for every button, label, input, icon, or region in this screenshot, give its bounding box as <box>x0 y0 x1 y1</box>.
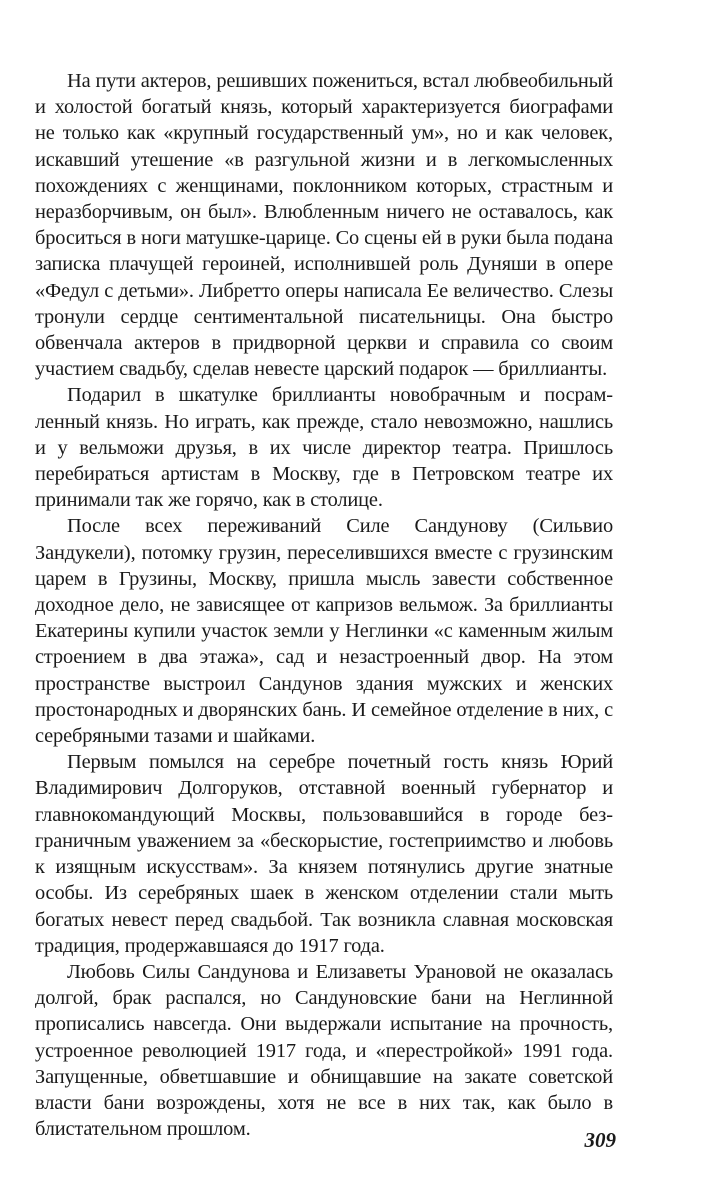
body-text <box>35 68 613 1142</box>
paragraph-5: Любовь Силы Сандунова и Елизаветы Урановой не оказалась долгой, брак распался, но Сандуновские бани на Неглинной прописались навсегда. Они выдержали испытание на прочность, устроенное революцией 1917 года, и «перестройкой» 1991 года. Запущенные, обветшавшие и обнищавшие на закате советской власти бани возрождены, хотя не все в них так, как было в блистательном прошлом. <box>35 960 613 1141</box>
paragraph-4: Первым помылся на серебре почетный гость князь Юрий Владимирович Долгоруков, отставной военный губернатор и главнокомандующий Москвы, пользовавшийся в городе безграничным уважением за «бескорыстие, гостеприимство и любовь к изящным искусствам». За князем потянулись другие знатные особы. Из серебряных шаек в женском отделении стали мыть богатых невест перед свадьбой. Так возникла славная московская традиция, продержавшаяся до 1917 года. <box>35 751 613 957</box>
page-number: 309 <box>584 1128 616 1152</box>
paragraph-3: После всех переживаний Силе Сандунову (Сильвио Зандукели), потомку грузин, переселившихся вместе с грузинским царем в Грузины, Москву, пришла мысль завести собственное доходное дело, не зависящее от капризов вельмож. За бриллианты Екатерины купили участок земли у Неглинки «с каменным жилым строением в два этажа», сад и незастроенный двор. На этом пространстве выстроил Сандунов здания мужских и женских простонародных и дворянских бань. И семейное отделение в них, с серебряными тазами и шайками. <box>35 515 613 748</box>
paragraph-2: Подарил в шкатулке бриллианты новобрачным и посрамленный князь. Но играть, как прежде, стало невозможно, нашлись и у вельможи друзья, в их числе директор театра. Пришлось перебираться артистам в Москву, где в Петровском театре их принимали так же горячо, как в столице. <box>35 384 613 512</box>
paragraph-1: На пути актеров, решивших пожениться, встал любвеобильный и холостой богатый князь, который характеризуется биографами не только как «крупный государственный ум», но и как человек, искавший утешение «в разгульной жизни и в легкомысленных похождениях с женщинами, поклонником которых, страстным и неразборчивым, он был». Влюбленным ничего не оставалось, как броситься в ноги матушке-царице. Со сцены ей в руки была подана записка плачущей героиней, исполнившей роль Дуняши в опере «Федул с детьми». Либретто оперы написала Ее величество. Слезы тронули сердце сентиментальной писательницы. Она быстро обвенчала актеров в придворной церкви и справила со своим участием свадьбу, сделав невесте царский подарок — бриллианты. <box>35 70 613 381</box>
